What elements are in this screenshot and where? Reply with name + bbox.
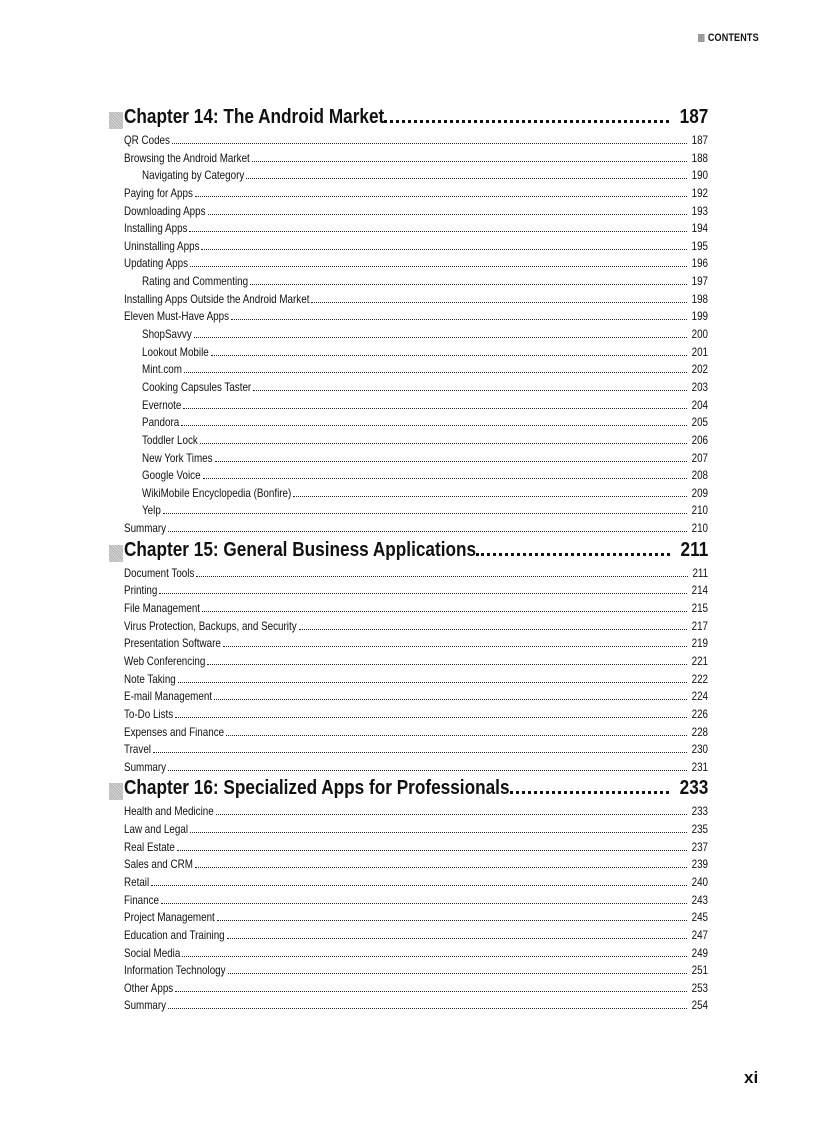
toc-entry[interactable] <box>109 742 708 760</box>
entry-title: Document Tools <box>124 565 195 580</box>
toc-entry[interactable] <box>109 672 708 690</box>
dot-leader <box>194 337 687 338</box>
entry-page-number: 194 <box>691 221 708 236</box>
entry-page-number: 188 <box>691 150 708 165</box>
running-head <box>698 32 759 44</box>
dot-leader <box>208 214 687 215</box>
entry-title: Browsing the Android Market <box>124 150 250 165</box>
entry-title: Eleven Must-Have Apps <box>124 309 230 324</box>
entry-title: Evernote <box>142 397 182 412</box>
entry-title: Uninstalling Apps <box>124 238 200 253</box>
dot-leader <box>510 791 669 794</box>
entry-page-number: 210 <box>691 503 708 518</box>
toc-subentry[interactable] <box>109 433 708 451</box>
toc-entry[interactable] <box>109 840 708 858</box>
dot-leader <box>203 478 687 479</box>
toc-entry[interactable] <box>109 822 708 840</box>
chapter-heading[interactable] <box>109 106 708 133</box>
entry-page-number: 239 <box>691 857 708 872</box>
toc-entry[interactable] <box>109 239 708 257</box>
dot-leader <box>202 611 687 612</box>
entry-page-number: 214 <box>691 583 708 598</box>
entry-title: QR Codes <box>124 133 170 147</box>
entry-title: Rating and Commenting <box>142 274 249 289</box>
entry-page-number: 196 <box>691 256 708 271</box>
entry-title: Pandora <box>142 415 180 430</box>
entry-page-number: 221 <box>691 653 708 668</box>
entry-page-number: 245 <box>691 910 708 925</box>
toc-subentry[interactable] <box>109 327 708 345</box>
entry-page-number: 199 <box>691 309 708 324</box>
entry-page-number: 190 <box>691 168 708 183</box>
dot-leader <box>177 850 687 851</box>
entry-page-number: 231 <box>691 759 708 774</box>
entry-title: To-Do Lists <box>124 706 174 721</box>
running-head-label: CONTENTS <box>707 32 759 44</box>
dot-leader <box>299 629 687 630</box>
entry-title: Sales and CRM <box>124 857 193 872</box>
entry-title: Travel <box>124 742 151 757</box>
entry-page-number: 251 <box>691 963 708 978</box>
entry-page-number: 192 <box>691 185 708 200</box>
dot-leader <box>159 593 687 594</box>
entry-title: ShopSavvy <box>142 327 192 342</box>
toc-subentry[interactable] <box>109 398 708 416</box>
dot-leader <box>172 143 687 144</box>
entry-page-number: 233 <box>691 804 708 819</box>
entry-title: Law and Legal <box>124 822 189 837</box>
entry-title: Information Technology <box>124 963 226 978</box>
dot-leader <box>189 231 687 232</box>
dot-leader <box>151 885 687 886</box>
dot-leader <box>226 735 687 736</box>
entry-title: Note Taking <box>124 671 176 686</box>
entry-title: Google Voice <box>142 468 201 483</box>
dot-leader <box>168 770 687 771</box>
entry-page-number: 200 <box>691 327 708 342</box>
entry-title: Installing Apps <box>124 221 188 236</box>
dot-leader <box>476 553 670 556</box>
entry-page-number: 211 <box>692 565 708 580</box>
entry-title: Installing Apps Outside the Android Market <box>124 291 310 306</box>
entry-title: Education and Training <box>124 927 225 942</box>
entry-title: Summary <box>124 998 167 1013</box>
toc-entry[interactable] <box>109 893 708 911</box>
entry-page-number: 203 <box>691 379 708 394</box>
dot-leader <box>182 956 687 957</box>
toc-entry[interactable] <box>109 760 708 778</box>
chapter-marker-icon <box>109 112 123 129</box>
entry-page-number: 219 <box>691 636 708 651</box>
entry-page-number: 215 <box>691 601 708 616</box>
entry-page-number: 210 <box>691 521 708 536</box>
toc-entry[interactable] <box>109 204 708 222</box>
toc-entry[interactable] <box>109 601 708 619</box>
entry-page-number: 249 <box>691 945 708 960</box>
entry-title: Yelp <box>142 503 161 518</box>
entry-page-number: 224 <box>691 689 708 704</box>
entry-title: Downloading Apps <box>124 203 206 218</box>
toc-entry[interactable] <box>109 725 708 743</box>
entry-page-number: 205 <box>691 415 708 430</box>
dot-leader <box>195 867 687 868</box>
entry-title: Expenses and Finance <box>124 724 225 739</box>
chapter-page-number: 211 <box>680 538 708 561</box>
dot-leader <box>228 973 687 974</box>
entry-title: Social Media <box>124 945 181 960</box>
dot-leader <box>175 717 687 718</box>
chapter-marker-icon <box>109 545 123 562</box>
dot-leader <box>168 531 687 532</box>
chapter-marker-icon <box>109 783 123 800</box>
dot-leader <box>195 196 687 197</box>
entry-title: Finance <box>124 892 160 907</box>
entry-title: Summary <box>124 759 167 774</box>
entry-page-number: 240 <box>691 874 708 889</box>
toc-entry[interactable] <box>109 583 708 601</box>
dot-leader <box>161 903 687 904</box>
dot-leader <box>211 355 687 356</box>
dot-leader <box>250 284 687 285</box>
toc-entry[interactable] <box>109 928 708 946</box>
entry-page-number: 235 <box>691 822 708 837</box>
entry-title: Health and Medicine <box>124 804 214 819</box>
entry-page-number: 253 <box>691 980 708 995</box>
entry-title: Paying for Apps <box>124 185 193 200</box>
dot-leader <box>217 920 687 921</box>
dot-leader <box>190 832 687 833</box>
toc-entry[interactable] <box>109 292 708 310</box>
dot-leader <box>223 646 687 647</box>
table-of-contents <box>109 106 708 1016</box>
entry-page-number: 222 <box>691 671 708 686</box>
entry-page-number: 197 <box>691 274 708 289</box>
entry-page-number: 237 <box>691 839 708 854</box>
dot-leader <box>163 513 687 514</box>
toc-subentry[interactable] <box>109 503 708 521</box>
dot-leader <box>311 302 687 303</box>
chapter-page-number: 187 <box>679 106 708 128</box>
dot-leader <box>201 249 686 250</box>
toc-subentry[interactable] <box>109 415 708 433</box>
toc-entry[interactable] <box>109 654 708 672</box>
entry-page-number: 201 <box>691 344 708 359</box>
entry-title: Summary <box>124 521 167 536</box>
dot-leader <box>253 390 687 391</box>
toc-entry[interactable] <box>109 857 708 875</box>
entry-page-number: 204 <box>691 397 708 412</box>
chapter-heading[interactable] <box>109 777 708 804</box>
toc-subentry[interactable] <box>109 451 708 469</box>
toc-entry[interactable] <box>109 566 708 584</box>
dot-leader <box>178 682 687 683</box>
dot-leader <box>252 161 687 162</box>
entry-title: Retail <box>124 874 150 889</box>
toc-entry[interactable] <box>109 998 708 1016</box>
toc-entry[interactable] <box>109 619 708 637</box>
toc-entry[interactable] <box>109 256 708 274</box>
entry-page-number: 208 <box>691 468 708 483</box>
chapter-title: Chapter 16: Specialized Apps for Professionals <box>124 777 510 800</box>
chapter-title: Chapter 14: The Android Market <box>124 106 385 128</box>
toc-subentry[interactable] <box>109 345 708 363</box>
toc-subentry[interactable] <box>109 486 708 504</box>
dot-leader <box>214 699 687 700</box>
toc-entry[interactable] <box>109 133 708 151</box>
dot-leader <box>184 372 687 373</box>
toc-subentry[interactable] <box>109 380 708 398</box>
entry-page-number: 198 <box>691 291 708 306</box>
entry-page-number: 243 <box>691 892 708 907</box>
entry-page-number: 206 <box>691 432 708 447</box>
dot-leader <box>153 752 687 753</box>
entry-page-number: 254 <box>691 998 708 1013</box>
toc-entry[interactable] <box>109 981 708 999</box>
dot-leader <box>384 120 668 123</box>
toc-subentry[interactable] <box>109 168 708 186</box>
toc-entry[interactable] <box>109 875 708 893</box>
entry-title: Other Apps <box>124 980 174 995</box>
dot-leader <box>207 664 687 665</box>
entry-title: Lookout Mobile <box>142 344 209 359</box>
dot-leader <box>200 443 687 444</box>
entry-title: Printing <box>124 583 158 598</box>
entry-title: Project Management <box>124 910 215 925</box>
entry-title: Navigating by Category <box>142 168 245 183</box>
toc-entry[interactable] <box>109 946 708 964</box>
entry-page-number: 207 <box>691 450 708 465</box>
entry-title: Virus Protection, Backups, and Security <box>124 618 297 633</box>
entry-page-number: 209 <box>691 485 708 500</box>
entry-page-number: 202 <box>691 362 708 377</box>
entry-page-number: 226 <box>691 706 708 721</box>
toc-entry[interactable] <box>109 309 708 327</box>
dot-leader <box>181 425 687 426</box>
toc-entry[interactable] <box>109 521 708 539</box>
entry-page-number: 187 <box>691 133 708 147</box>
dot-leader <box>168 1008 687 1009</box>
entry-title: Mint.com <box>142 362 182 377</box>
entry-title: E-mail Management <box>124 689 213 704</box>
toc-entry[interactable] <box>109 910 708 928</box>
dot-leader <box>216 814 687 815</box>
toc-entry[interactable] <box>109 689 708 707</box>
toc-entry[interactable] <box>109 636 708 654</box>
page-number: xi <box>744 1068 759 1087</box>
entry-page-number: 195 <box>691 238 708 253</box>
entry-page-number: 217 <box>691 618 708 633</box>
entry-title: Presentation Software <box>124 636 221 651</box>
entry-page-number: 230 <box>691 742 708 757</box>
entry-page-number: 247 <box>691 927 708 942</box>
toc-subentry[interactable] <box>109 468 708 486</box>
dot-leader <box>246 178 687 179</box>
entry-page-number: 228 <box>691 724 708 739</box>
entry-title: Real Estate <box>124 839 175 854</box>
entry-title: New York Times <box>142 450 213 465</box>
toc-entry[interactable] <box>109 151 708 169</box>
toc-entry[interactable] <box>109 963 708 981</box>
chapter-page-number: 233 <box>679 777 708 800</box>
gray-square-icon <box>698 34 705 42</box>
dot-leader <box>231 319 687 320</box>
toc-entry[interactable] <box>109 186 708 204</box>
dot-leader <box>215 461 687 462</box>
toc-entry[interactable] <box>109 221 708 239</box>
dot-leader <box>183 408 687 409</box>
dot-leader <box>175 991 687 992</box>
entry-page-number: 193 <box>691 203 708 218</box>
chapter-title: Chapter 15: General Business Applications <box>124 538 477 561</box>
toc-subentry[interactable] <box>109 362 708 380</box>
toc-entry[interactable] <box>109 804 708 822</box>
entry-title: File Management <box>124 601 201 616</box>
dot-leader <box>293 496 687 497</box>
entry-title: WikiMobile Encyclopedia (Bonfire) <box>142 485 292 500</box>
toc-subentry[interactable] <box>109 274 708 292</box>
dot-leader <box>227 938 687 939</box>
dot-leader <box>196 576 687 577</box>
chapter-heading[interactable] <box>109 539 708 566</box>
toc-entry[interactable] <box>109 707 708 725</box>
entry-title: Web Conferencing <box>124 653 206 668</box>
dot-leader <box>190 266 687 267</box>
entry-title: Updating Apps <box>124 256 189 271</box>
entry-title: Toddler Lock <box>142 432 198 447</box>
entry-title: Cooking Capsules Taster <box>142 379 252 394</box>
